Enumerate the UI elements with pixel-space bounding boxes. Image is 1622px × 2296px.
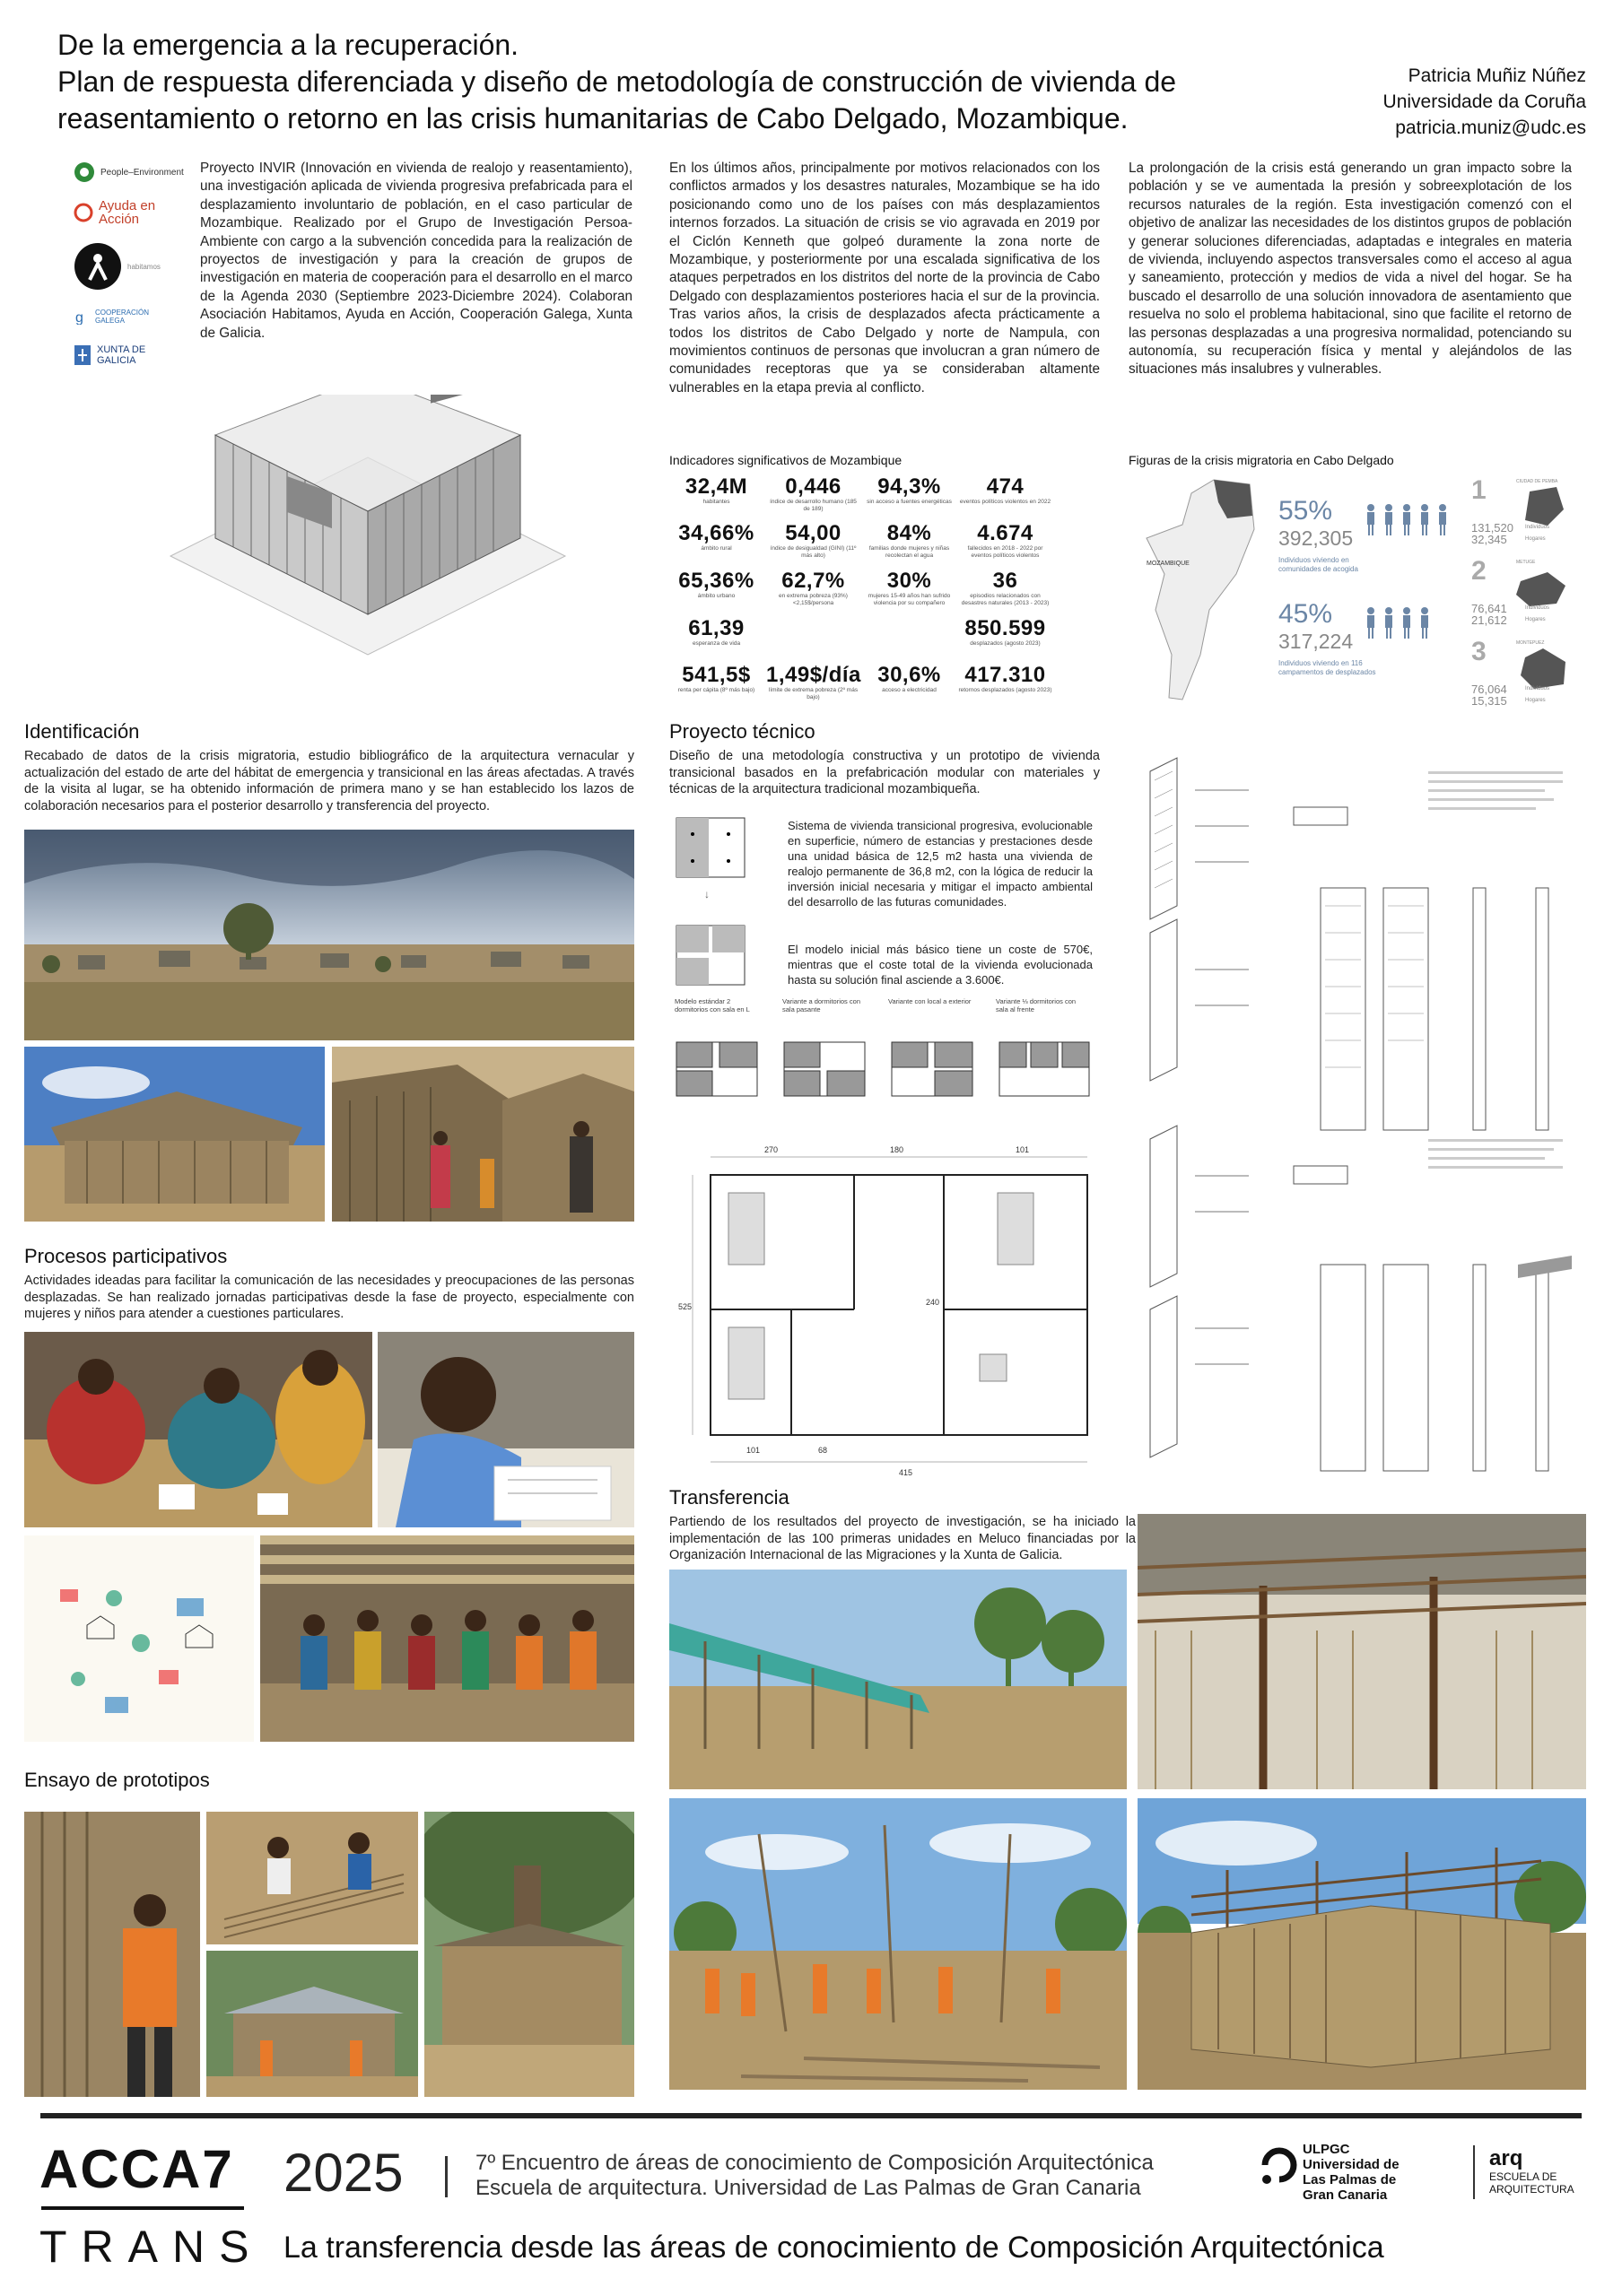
identificacion-heading: Identificación — [24, 720, 140, 743]
indicator-label: índice de desigualdad (GINI) (11º más alto) — [770, 545, 857, 559]
indicator-item — [958, 475, 1052, 506]
indicator-item — [862, 475, 956, 506]
transfer-workers-photo — [669, 1798, 1127, 2090]
transfer-roof-frame-photo — [1138, 1514, 1586, 1789]
prototype-under-tree-photo — [424, 1812, 634, 2097]
community-group-photo — [260, 1535, 634, 1742]
footer-separator — [445, 2156, 448, 2197]
unit-label: Individuos — [1525, 605, 1550, 611]
dim-label: 68 — [818, 1446, 828, 1455]
context-text: En los últimos años, principalmente por motivos relacionados con los conflictos armados y los desastres naturales, Mozambique se ha ido posicionando como uno de los países con más desplazamientos internos forzados. La situación de crisis se vio agravada en 2019 por el Ciclón Kenneth que golpeó duramente la zona norte de Mozambique, y posteriormente por una escalada significativa de los ataques perpetrados en los distritos del norte de la provincia de Cabo Delgado con desplazamientos posteriores hacia el sur de la provincia. Tras varios años, la crisis de desplazados afecta prácticamente a todos los distritos de Cabo Delgado y norte de Nampula, con movimientos continuos de personas que involucran a gran número de comunidades receptoras que ya se consideraban altamente vulnerables en la etapa previa al conflicto. — [669, 161, 1100, 396]
people-icons-camps — [1364, 605, 1462, 648]
indicator-item — [862, 664, 956, 694]
sistema-text: Sistema de vivienda transicional progresiva, evolucionable en superficie, número de estancias y prestaciones desde una unidad básica de 12,5 m2 hasta una vivienda de realojo permanente de 36,8 m2, con la lógica de reducir la inversión inicial necesaria y mitigar el impacto ambiental del desarrollo de las futuras comunidades. — [788, 819, 1093, 909]
indicator-value: 54,00 — [785, 521, 842, 545]
indicator-value: 32,4M — [685, 474, 748, 499]
indicator-value: 84% — [886, 521, 932, 545]
variant-label-2: Variante a dormitorios con sala pasante — [782, 997, 860, 1013]
intro-text: Proyecto INVIR (Innovación en vivienda de realojo y reasentamiento), una investigación aplicada de vivienda progresiva prefabricada para el desplazamiento involuntario de población, en el caso particular de Mozambique. Realizado por el Grupo de Investigación Persoa-Ambiente con cargo a la subvención concedida para la realización de proyectos de investigación y para la creación de grupos de investigación en materia de cooperación para el desarrollo en el marco de la Agenda 2030 (Septiembre 2023-Diciembre 2024). Colaboran Asociación Habitamos, Ayuda en Acción, Cooperación Galega, Xunta de Galicia. — [200, 161, 632, 341]
num-host: 392,305 — [1278, 526, 1354, 550]
arq-logo — [1489, 2147, 1574, 2196]
district-number: 3 — [1471, 637, 1487, 666]
transferencia-text: Partiendo de los resultados del proyecto de investigación, se ha iniciado la implementación de las 100 primeras unidades en Meluco financiadas por la Organización Internacional de las Migraciones y la Xunta de Galicia. — [669, 1515, 1136, 1562]
ulpgc-line: Universidad de — [1303, 2157, 1400, 2172]
pct-camps: 45% — [1278, 599, 1333, 629]
indicator-value: 474 — [986, 474, 1025, 499]
unit-label: Hogares — [1525, 617, 1546, 622]
ensayo-heading: Ensayo de prototipos — [24, 1769, 210, 1791]
variant-label-3: Variante con local a exterior — [888, 997, 972, 1005]
indicator-label: retornos desplazados (agosto 2023) — [958, 687, 1052, 693]
indicator-value: 417.310 — [964, 663, 1046, 687]
indicator-label: desplazados (agosto 2023) — [970, 640, 1041, 647]
indicator-label: mujeres 15-49 años han sufrido violencia por su compañero — [868, 593, 951, 606]
ulpgc-line: Gran Canaria — [1303, 2187, 1388, 2203]
indicator-value: 4.674 — [977, 521, 1033, 545]
arrow-down-icon: ↓ — [704, 888, 710, 900]
unit-label: Hogares — [1525, 698, 1546, 703]
footer-line-2: Escuela de arquitectura. Universidad de Las Palmas de Gran Canaria — [475, 2176, 1141, 2200]
cap-camps: Individuos viviendo en 116 campamentos de desplazados — [1278, 659, 1376, 676]
module-diagram-evolved — [675, 924, 746, 987]
indicator-label: eventos políticos violentos en 2022 — [959, 499, 1051, 505]
indicator-item — [766, 522, 860, 560]
indicator-value: 30% — [886, 569, 932, 593]
poster-title — [57, 27, 1251, 137]
district-name: CIUDAD DE PEMBA — [1516, 479, 1558, 484]
footer-year: 2025 — [283, 2143, 404, 2203]
district-name: MONTEPUEZ — [1516, 640, 1545, 646]
indicator-label: habitantes — [702, 499, 730, 505]
ulpgc-logo — [1303, 2142, 1400, 2203]
indicator-label: ámbito urbano — [697, 593, 736, 599]
cap-host: Individuos viviendo en comunidades de acogida — [1278, 556, 1358, 573]
habitamos-logo — [74, 242, 161, 291]
pct-host: 55% — [1278, 496, 1333, 526]
unit-label: Individuos — [1525, 525, 1550, 530]
indicators-grid — [669, 475, 1055, 713]
dim-label: 180 — [890, 1145, 904, 1154]
district-individuals: 76,641 — [1471, 602, 1507, 615]
author-institution: Universidade da Coruña — [1382, 91, 1586, 112]
indicator-item — [669, 475, 763, 506]
district-name: METUGE — [1516, 560, 1536, 565]
logo-label: Ayuda en Acción — [99, 198, 156, 227]
indicator-label: fallecidos en 2018 - 2022 por eventos políticos violentos — [967, 545, 1043, 559]
author-name: Patricia Muñiz Núñez — [1408, 65, 1586, 86]
arq-mark: arq — [1489, 2146, 1523, 2170]
footer-line-1: 7º Encuentro de áreas de conocimiento de Composición Arquitectónica — [475, 2151, 1154, 2175]
indicator-label: ámbito rural — [701, 545, 732, 552]
indicator-label: episodios relacionados con desastres naturales (2013 - 2023) — [961, 593, 1050, 606]
vernacular-house-photo-1 — [24, 1047, 325, 1222]
indicator-item — [669, 664, 763, 694]
trans-logo: TRANS — [39, 2222, 264, 2272]
district-figure — [1471, 556, 1579, 635]
indicator-item — [766, 664, 860, 701]
dim-label: 415 — [899, 1468, 913, 1477]
procesos-text: Actividades ideadas para facilitar la comunicación de las necesidades y preocupaciones de las personas desplazadas. Se han realizado jornadas participativas desde la fase de proyecto, especialmente con mujeres y niños para atender a cuestiones particulares. — [24, 1274, 634, 1321]
logo-label: habitamos — [127, 262, 161, 271]
indicator-label: acceso a electricidad — [882, 687, 937, 693]
people-icons-host — [1364, 502, 1462, 545]
indicator-value: 30,6% — [877, 663, 941, 687]
people-environment-logo — [74, 161, 184, 183]
construction-details-drawing — [1123, 753, 1576, 1498]
procesos-heading: Procesos participativos — [24, 1245, 228, 1267]
prototype-assembly-photo-2 — [206, 1951, 418, 2097]
district-figure — [1471, 475, 1579, 554]
unit-label: Individuos — [1525, 686, 1550, 691]
indicator-item — [669, 522, 763, 552]
indicator-label: familias donde mujeres y niñas recolectan el agua — [868, 545, 950, 559]
dim-label: 101 — [746, 1446, 761, 1455]
floor-plan-drawing — [675, 1130, 1105, 1489]
dim-label: 270 — [764, 1145, 779, 1154]
prototype-worker-photo — [24, 1812, 200, 2097]
num-camps: 317,224 — [1278, 630, 1354, 653]
footer-logo-separator — [1473, 2145, 1475, 2199]
indicator-label: renta per cápita (8º más bajo) — [677, 687, 755, 693]
indicator-label: límite de extrema pobreza (2º más bajo) — [768, 687, 859, 700]
indicator-value: 61,39 — [688, 616, 745, 640]
impact-text: La prolongación de la crisis está generando un gran impacto sobre la población y se ve aumentada la presión y sobreexplotación de los recursos naturales de la región. Esta investigación comenzó con el objetivo de analizar las necesidades de los distintos grupos de población y generar soluciones diferenciadas, adaptadas e integrales en materia de vivienda, incluyendo aspectos transversales como el acceso al agua y saneamiento, protección y medios de vida a nivel del hogar. Se ha buscado el desarrollo de una solución innovadora de asentamiento que resuelva no solo el problema habitacional, sino que facilite el retorno de las personas desplazadas a una progresiva normalidad, potenciando su autonomía, su recuperación física y mental y alejándolos de las situaciones más insalubres y vulnerables. — [1129, 161, 1572, 378]
arq-line: ARQUITECTURA — [1489, 2183, 1574, 2196]
settlement-landscape-photo — [24, 830, 634, 1040]
indicator-value: 65,36% — [678, 569, 754, 593]
title-line-2: Plan de respuesta diferenciada y diseño de metodología de construcción de vivienda de — [57, 65, 1177, 98]
indicator-item — [766, 570, 860, 607]
identificacion-text: Recabado de datos de la crisis migratoria, estudio bibliográfico de la arquitectura vernacular y actualización del estado de arte del hábitat de emergencia y transicional en las áreas afectadas. A través de la visita al lugar, se ha obtenido información de primera mano y se han establecido los lazos de colaboración necesarios para el posterior desarrollo y transferencia del proyecto. — [24, 749, 634, 813]
cooperacion-galega-logo — [74, 309, 149, 325]
house-axonometric-drawing — [161, 395, 574, 664]
ayuda-en-accion-logo — [74, 199, 161, 226]
proyecto-heading: Proyecto técnico — [669, 720, 815, 743]
district-households: 15,315 — [1471, 694, 1507, 708]
indicator-value: 0,446 — [785, 474, 842, 499]
district-households: 21,612 — [1471, 613, 1507, 627]
prototype-assembly-photo-1 — [206, 1812, 418, 1944]
indicator-item — [958, 570, 1052, 607]
child-drawing-photo — [378, 1332, 634, 1527]
unit-label: Hogares — [1525, 536, 1546, 542]
indicator-value: 1,49$/día — [766, 663, 861, 687]
proyecto-text: Diseño de una metodología constructiva y un prototipo de vivienda transicional basados en la prefabricación modular con materiales y técnicas de la arquitectura tradicional mozambiqueña. — [669, 749, 1100, 796]
transfer-completed-house-photo — [1138, 1798, 1586, 2090]
district-number: 1 — [1471, 475, 1487, 505]
footer-tagline: La transferencia desde las áreas de conocimiento de Composición Arquitectónica — [283, 2231, 1384, 2265]
women-workshop-photo — [24, 1332, 372, 1527]
indicator-item — [669, 617, 763, 648]
author-block — [1383, 63, 1586, 141]
indicator-value: 36 — [992, 569, 1018, 593]
indicator-value: 541,5$ — [682, 663, 751, 687]
district-number: 2 — [1471, 556, 1487, 586]
indicator-item — [958, 617, 1052, 648]
logo-label: People–Environment — [100, 167, 184, 178]
indicator-item — [862, 570, 956, 607]
variant-label-1: Modelo estándar 2 dormitorios con sala en L — [675, 997, 750, 1013]
acca-logo: ACCA7 — [39, 2139, 234, 2199]
indicator-item — [862, 522, 956, 560]
vernacular-house-photo-2 — [332, 1047, 634, 1222]
transferencia-heading: Transferencia — [669, 1486, 789, 1509]
indicator-item — [958, 522, 1052, 560]
title-line-1: De la emergencia a la recuperación. — [57, 29, 519, 61]
dim-label: 525 — [678, 1302, 693, 1311]
arq-line: ESCUELA DE — [1489, 2170, 1557, 2183]
district-figures — [1471, 475, 1579, 718]
title-line-3: reasentamiento o retorno en las crisis humanitarias de Cabo Delgado, Mozambique. — [57, 102, 1129, 135]
variant-plans — [675, 1040, 1096, 1103]
figures-title: Figuras de la crisis migratoria en Cabo Delgado — [1129, 453, 1394, 467]
acca-divider — [41, 2206, 244, 2210]
coste-text: El modelo inicial más básico tiene un coste de 570€, mientras que el coste total de la vivienda evolucionada hasta su solución final asciende a 3.600€. — [788, 943, 1093, 987]
logo-label: XUNTA DE GALICIA — [97, 344, 146, 366]
district-individuals: 76,064 — [1471, 683, 1507, 696]
indicator-label: índice de desarrollo humano (185 de 189) — [770, 499, 857, 512]
ulpgc-line: ULPGC — [1303, 2142, 1350, 2157]
logo-label: COOPERACIÓN GALEGA — [95, 309, 150, 325]
footer-rule — [40, 2113, 1582, 2118]
indicator-value: 850.599 — [964, 616, 1046, 640]
children-drawing-scan — [24, 1535, 254, 1742]
svg-text:g: g — [75, 310, 83, 325]
indicator-value: 94,3% — [877, 474, 941, 499]
indicator-label: en extrema pobreza (93%) <2,15$/persona — [779, 593, 848, 606]
module-diagram-basic — [675, 816, 746, 879]
indicator-label: esperanza de vida — [692, 640, 741, 647]
author-email: patricia.muniz@udc.es — [1395, 117, 1586, 138]
dim-label: 101 — [1016, 1145, 1030, 1154]
mozambique-map — [1129, 475, 1259, 704]
indicator-value: 62,7% — [781, 569, 845, 593]
footer-encuentro — [475, 2151, 1154, 2201]
dim-label: 240 — [926, 1298, 940, 1307]
transfer-structure-photo-1 — [669, 1570, 1127, 1789]
indicator-value: 34,66% — [678, 521, 754, 545]
xunta-de-galicia-logo — [74, 344, 160, 366]
district-households: 32,345 — [1471, 533, 1507, 546]
ulpgc-line: Las Palmas de — [1303, 2172, 1397, 2187]
indicator-item — [766, 475, 860, 513]
indicator-item — [958, 664, 1052, 694]
indicator-item — [669, 570, 763, 600]
indicator-label: sin acceso a fuentes energéticas — [867, 499, 952, 505]
map-label: MOZAMBIQUE — [1147, 561, 1190, 567]
district-individuals: 131,520 — [1471, 521, 1513, 535]
variant-label-4: Variante ⅓ dormitorios con sala al frente — [996, 997, 1077, 1013]
ulpgc-logo-icon — [1260, 2144, 1297, 2191]
indicators-title: Indicadores significativos de Mozambique — [669, 453, 903, 467]
district-figure — [1471, 637, 1579, 716]
